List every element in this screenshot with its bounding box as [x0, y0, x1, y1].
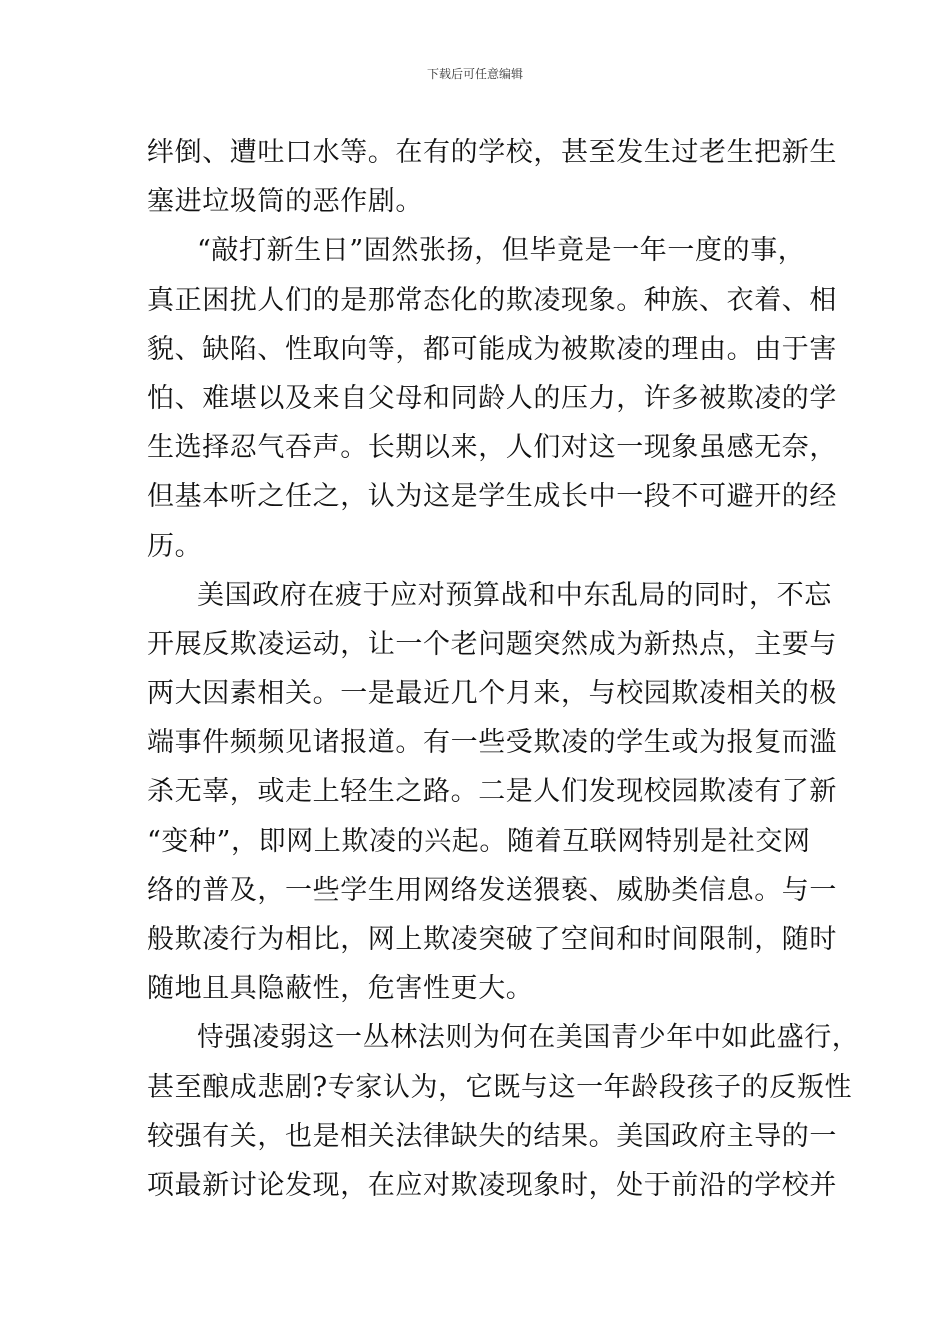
text-line: 开展反欺凌运动，让一个老问题突然成为新热点，主要与 [147, 628, 837, 660]
text-line: 杀无辜，或走上轻生之路。二是人们发现校园欺凌有了新 [147, 776, 837, 808]
document-body [147, 128, 860, 1210]
text-line: 历。 [147, 530, 203, 562]
text-line: 但基本听之任之，认为这是学生成长中一段不可避开的经 [147, 481, 837, 513]
text-line: 甚至酿成悲剧?专家认为，它既与这一年龄段孩子的反叛性 [147, 1071, 853, 1103]
text-line: 生选择忍气吞声。长期以来，人们对这一现象虽感无奈， [147, 432, 837, 464]
text-line: 络的普及，一些学生用网络发送猥亵、威胁类信息。与一 [147, 874, 837, 906]
text-line: 随地且具隐蔽性，危害性更大。 [147, 973, 534, 1005]
text-line: 真正困扰人们的是那常态化的欺凌现象。种族、衣着、相 [147, 284, 837, 316]
text-line: 较强有关，也是相关法律缺失的结果。美国政府主导的一 [147, 1120, 837, 1152]
text-line: 端事件频频见诸报道。有一些受欺凌的学生或为报复而滥 [147, 727, 837, 759]
text-line: 塞进垃圾筒的恶作剧。 [147, 186, 423, 218]
text-line: 貌、缺陷、性取向等，都可能成为被欺凌的理由。由于害 [147, 333, 837, 365]
page-header: 下载后可任意编辑 [426, 67, 523, 81]
text-line: 项最新讨论发现，在应对欺凌现象时，处于前沿的学校并 [147, 1169, 837, 1201]
paragraph-first-line: 美国政府在疲于应对预算战和中东乱局的同时，不忘 [197, 579, 832, 611]
text-line: 般欺凌行为相比，网上欺凌突破了空间和时间限制，随时 [147, 924, 837, 955]
text-line: 绊倒、遭吐口水等。在有的学校，甚至发生过老生把新生 [147, 137, 837, 168]
paragraph-first-line: “敲打新生日”固然张扬，但毕竟是一年一度的事， [197, 235, 806, 267]
text-line: 两大因素相关。一是最近几个月来，与校园欺凌相关的极 [147, 678, 837, 710]
paragraph-first-line: 恃强凌弱这一丛林法则为何在美国青少年中如此盛行， [197, 1022, 860, 1054]
text-line: 怕、难堪以及来自父母和同龄人的压力，许多被欺凌的学 [147, 382, 837, 414]
text-line: “变种”，即网上欺凌的兴起。随着互联网特别是社交网 [147, 825, 811, 857]
